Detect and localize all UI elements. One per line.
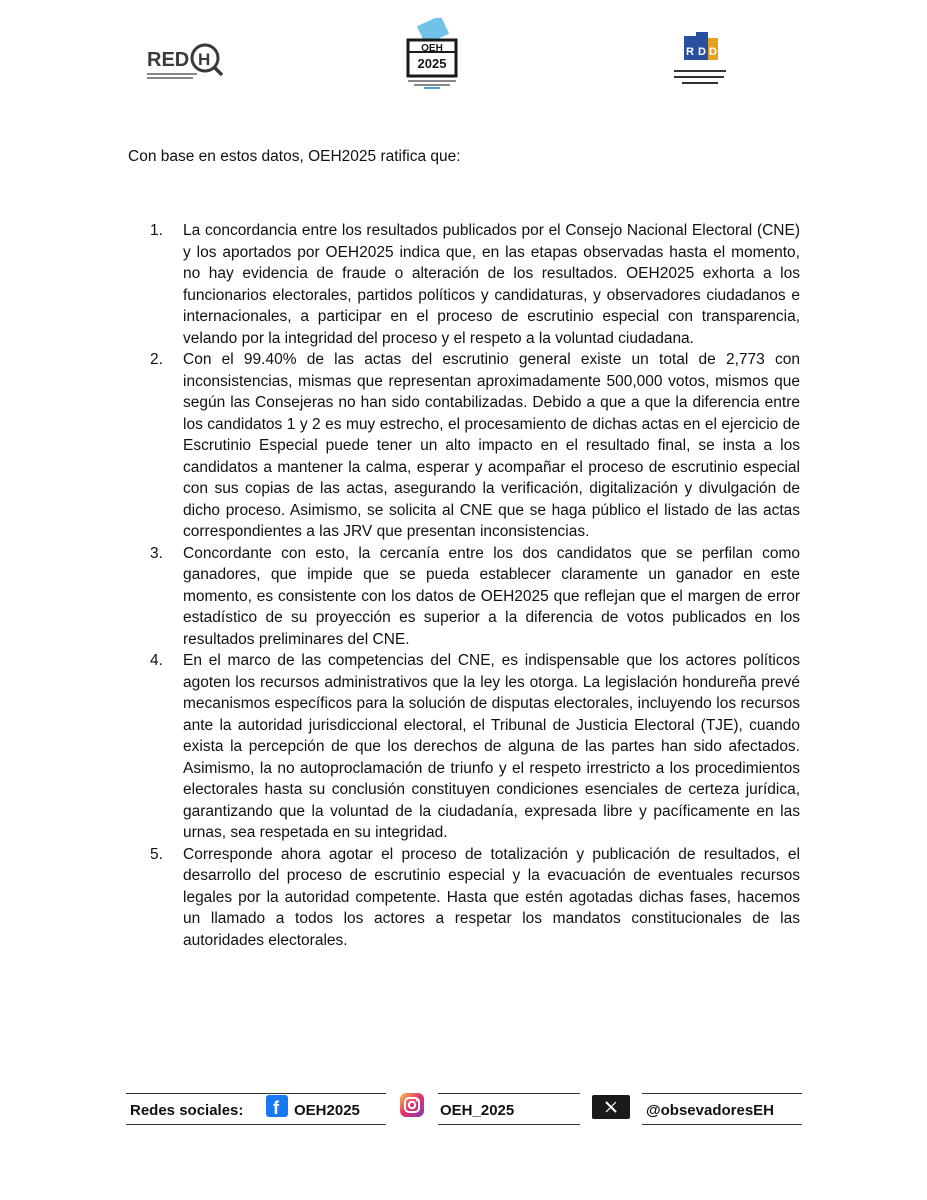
item-text: En el marco de las competencias del CNE, es indispensable que los actores políticos agoten los recursos administrativos que la ley les otorga. La legislación hondureña prevé mecanismos específicos para la solución de disputas electorales, incluyendo los recursos ante la autoridad jurisdiccional electoral, el Tribunal de Justicia Electoral (TJE), cuando exista la percepción de que los derechos de alguna de las partes han sido afectados. Asimismo, la no autoproclamación de triunfo y el respeto irrestricto a los procedimientos electorales hasta su conclusión constituyen condiciones esenciales de certeza jurídica, garantizando que la voluntad de la ciudadanía, expresada libre y pacíficamente en las urnas, sea respetada en su integridad. bbox=[183, 652, 800, 841]
svg-text:D: D bbox=[709, 46, 717, 58]
instagram-handle[interactable]: OEH_2025 bbox=[440, 1102, 515, 1119]
item-number: 2. bbox=[150, 351, 163, 368]
oeh-ballot-box-logo bbox=[400, 18, 464, 90]
item-number: 4. bbox=[150, 652, 163, 669]
item-text: Corresponde ahora agotar el proceso de totalización y publicación de resultados, el desarrollo del proceso de escrutinio especial y la evacuación de eventuales recursos legales por la autoridad competente. Hasta que estén agotadas dichas fases, hacemos un llamado a todos los actores a respetar los mandatos constitucionales de las autoridades electorales. bbox=[183, 845, 800, 949]
instagram-icon[interactable] bbox=[400, 1093, 424, 1117]
rdd-logo bbox=[668, 30, 732, 90]
list-item bbox=[150, 650, 800, 844]
svg-text:f: f bbox=[273, 1098, 279, 1117]
svg-text:2025: 2025 bbox=[417, 56, 447, 71]
footer-divider bbox=[438, 1124, 580, 1125]
item-number: 3. bbox=[150, 544, 163, 562]
footer-divider bbox=[642, 1124, 802, 1125]
redh-logo bbox=[145, 40, 225, 80]
list-item bbox=[150, 220, 800, 349]
footer-divider bbox=[126, 1124, 386, 1125]
social-footer bbox=[126, 1093, 802, 1125]
intro-text: Con base en estos datos, OEH2025 ratifica que: bbox=[128, 148, 461, 165]
footer-divider bbox=[642, 1093, 802, 1094]
item-text: La concordancia entre los resultados publicados por el Consejo Nacional Electoral (CNE) y los aportados por OEH2025 indica que, en las etapas observadas hasta el momento, no hay evidencia de fraude o alteración de los resultados. OEH2025 exhorta a los funcionarios electorales, partidos políticos y candidaturas, y observadores ciudadanos e internacionales, a participar en el proceso de escrutinio especial con transparencia, velando por la integridad del proceso y el respeto a la voluntad ciudadana. bbox=[183, 222, 800, 347]
footer-divider bbox=[438, 1093, 580, 1094]
svg-text:RED: RED bbox=[147, 49, 190, 71]
facebook-icon[interactable] bbox=[266, 1095, 288, 1117]
list-item bbox=[150, 543, 800, 651]
item-text: Con el 99.40% de las actas del escrutinio general existe un total de 2,773 con inconsistencias, mismas que representan aproximadamente 500,000 votos, mismos que según las Consejeras no han sido contabilizadas. Debido a que a que la diferencia entre los candidatos 1 y 2 es muy estrecho, el procesamiento de dichas actas en el ejercicio de Escrutinio Especial puede tener un alto impacto en el resultado final, se insta a los candidatos a mantener la calma, esperar y acompañar el proceso de escrutinio especial con sus copias de las actas, asegurando la verificación, digitalización y divulgación de dicho proceso. Asimismo, se solicita al CNE que se haga público el listado de las actas correspondientes a las JRV que presentan inconsistencias. bbox=[183, 351, 800, 540]
x-icon[interactable] bbox=[592, 1095, 630, 1119]
footer-divider bbox=[126, 1093, 386, 1094]
svg-text:H: H bbox=[198, 50, 211, 69]
item-number: 1. bbox=[150, 222, 163, 239]
x-handle[interactable]: @obsevadoresEH bbox=[646, 1102, 775, 1119]
svg-text:D: D bbox=[698, 46, 706, 58]
svg-text:OEH: OEH bbox=[421, 43, 443, 54]
ratification-list bbox=[150, 220, 800, 951]
list-item bbox=[150, 844, 800, 952]
list-item bbox=[150, 349, 800, 543]
item-number: 5. bbox=[150, 845, 163, 863]
social-label: Redes sociales: bbox=[130, 1102, 244, 1119]
svg-text:R: R bbox=[686, 46, 694, 58]
item-text: Concordante con esto, la cercanía entre los dos candidatos que se perfilan como ganadores, que impide que se pueda establecer claramente un ganador en este momento, es consistente con los datos de OEH2025 que reflejan que el margen de error estadístico de su proyección es superior a la diferencia de votos publicados en los resultados preliminares del CNE. bbox=[183, 544, 800, 648]
facebook-handle[interactable]: OEH2025 bbox=[294, 1102, 360, 1119]
